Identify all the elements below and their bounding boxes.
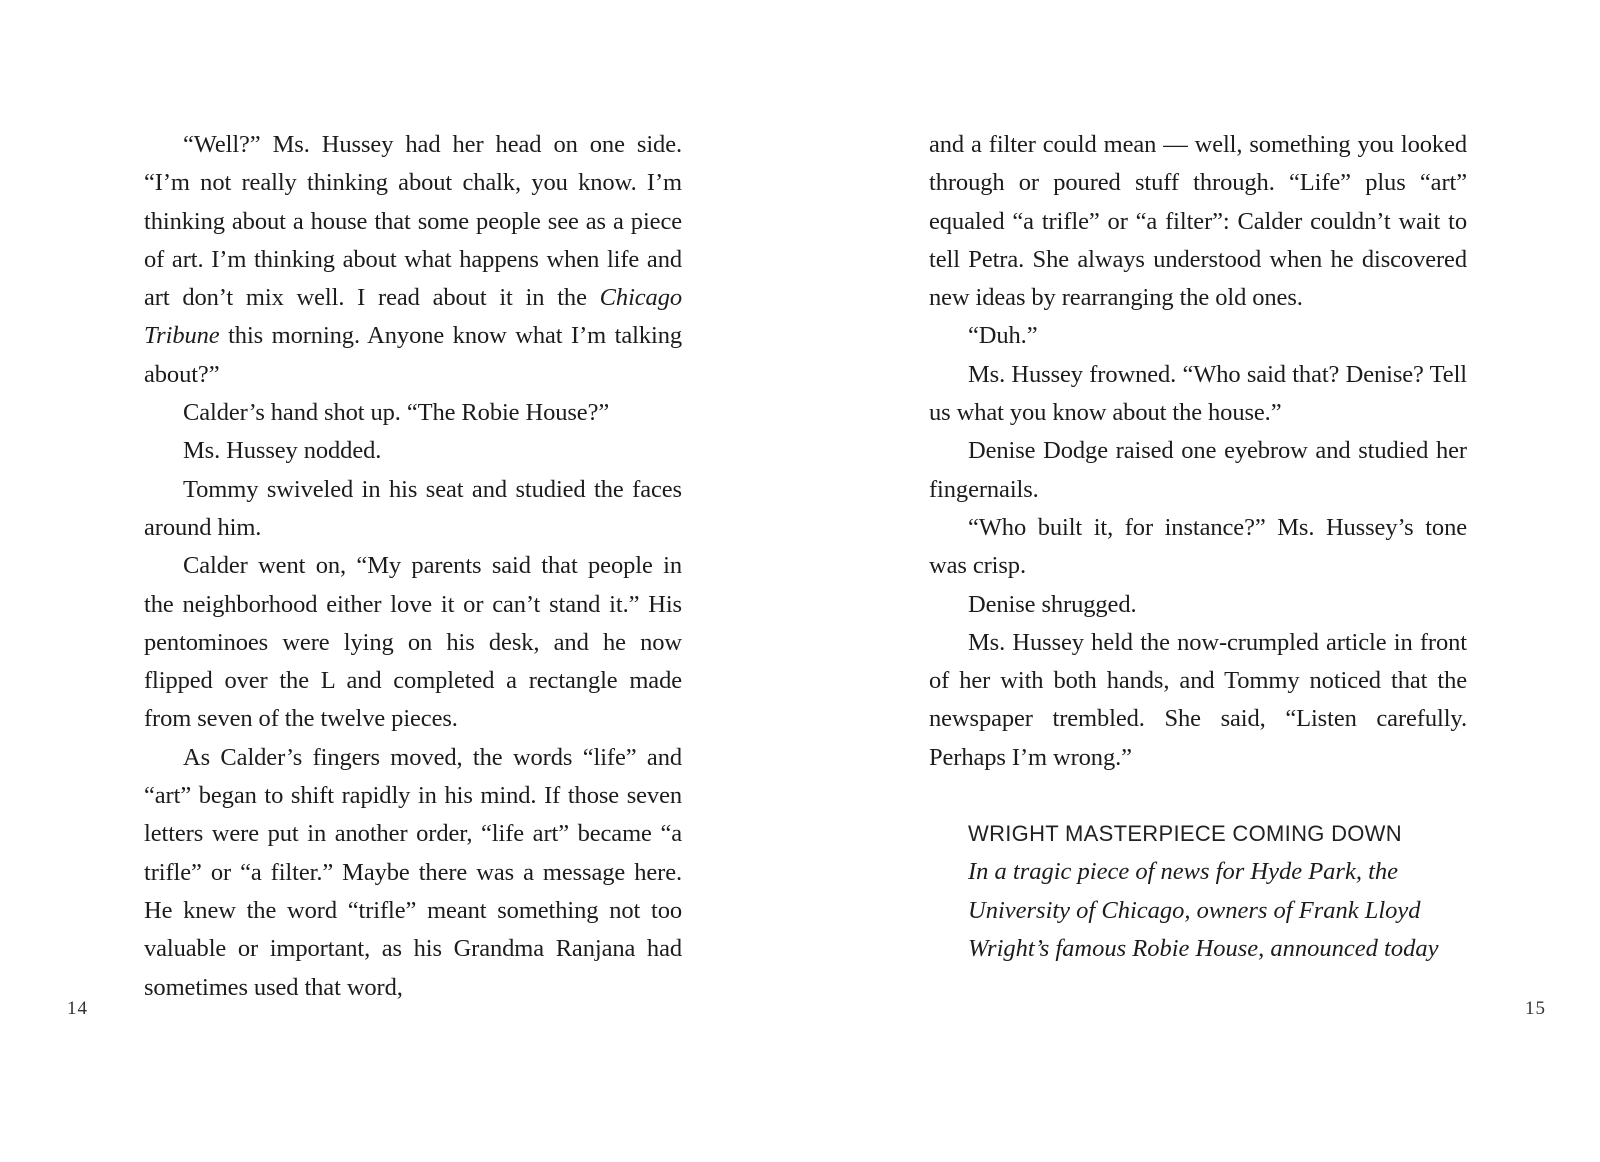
right-page — [929, 126, 1467, 968]
paragraph: Calder’s hand shot up. “The Robie House?” — [183, 399, 610, 427]
paragraph: “Duh.” — [968, 322, 1038, 350]
section-spacer — [929, 777, 1467, 815]
article-line: Wright’s famous Robie House, announced today — [968, 934, 1439, 962]
paragraph: and a filter could mean — well, something you looked through or poured stuff through. “Life” plus “art” equaled “a trifle” or “a filter”: Calder couldn’t wait to tell Petra. She always understood when he discovered new ideas by rearranging the old ones. — [929, 131, 1467, 312]
article-line: University of Chicago, owners of Frank Lloyd — [968, 896, 1421, 924]
paragraph-text: this morning. Anyone know what I’m talking about?” — [144, 322, 682, 388]
page-number-left: 14 — [67, 998, 88, 1019]
paragraph: Denise shrugged. — [968, 590, 1137, 618]
article-excerpt — [968, 853, 1439, 968]
paragraph: Calder went on, “My parents said that people in the neighborhood either love it or can’t stand it.” His pentominoes were lying on his desk, and he now flipped over the L and completed a rectangle made from seven of the twelve pieces. — [144, 552, 682, 733]
paragraph: Ms. Hussey frowned. “Who said that? Denise? Tell us what you know about the house.” — [929, 360, 1467, 427]
left-page — [144, 126, 682, 1007]
paragraph: “Who built it, for instance?” Ms. Hussey’s tone was crisp. — [929, 513, 1467, 580]
paragraph — [144, 126, 682, 394]
paragraph: Ms. Hussey nodded. — [183, 437, 382, 465]
article-headline: WRIGHT MASTERPIECE COMING DOWN — [968, 821, 1402, 847]
paragraph: Tommy swiveled in his seat and studied the faces around him. — [144, 475, 682, 541]
paragraph: As Calder’s fingers moved, the words “life” and “art” began to shift rapidly in his mind. If those seven letters were put in another order, “life art” became “a trifle” or “a filter.” Maybe there was a message here. He knew the word “trifle” meant something not too valuable or important, as his Grandma Ranjana had sometimes used that word, — [144, 743, 682, 1001]
article-line: In a tragic piece of news for Hyde Park, the — [968, 858, 1399, 886]
newspaper-title: Chicago Tribune — [144, 284, 682, 350]
paragraph: Denise Dodge raised one eyebrow and studied her fingernails. — [929, 437, 1467, 503]
paragraph: Ms. Hussey held the now-crumpled article in front of her with both hands, and Tommy noticed that the newspaper trembled. She said, “Listen carefully. Perhaps I’m wrong.” — [929, 628, 1467, 771]
paragraph-text: “Well?” Ms. Hussey had her head on one side. “I’m not really thinking about chalk, you know. I’m thinking about a house that some people see as a piece of art. I’m thinking about what happens when life and art don’t mix well. I read about it in the — [144, 131, 682, 312]
page-number-right: 15 — [1525, 998, 1546, 1019]
